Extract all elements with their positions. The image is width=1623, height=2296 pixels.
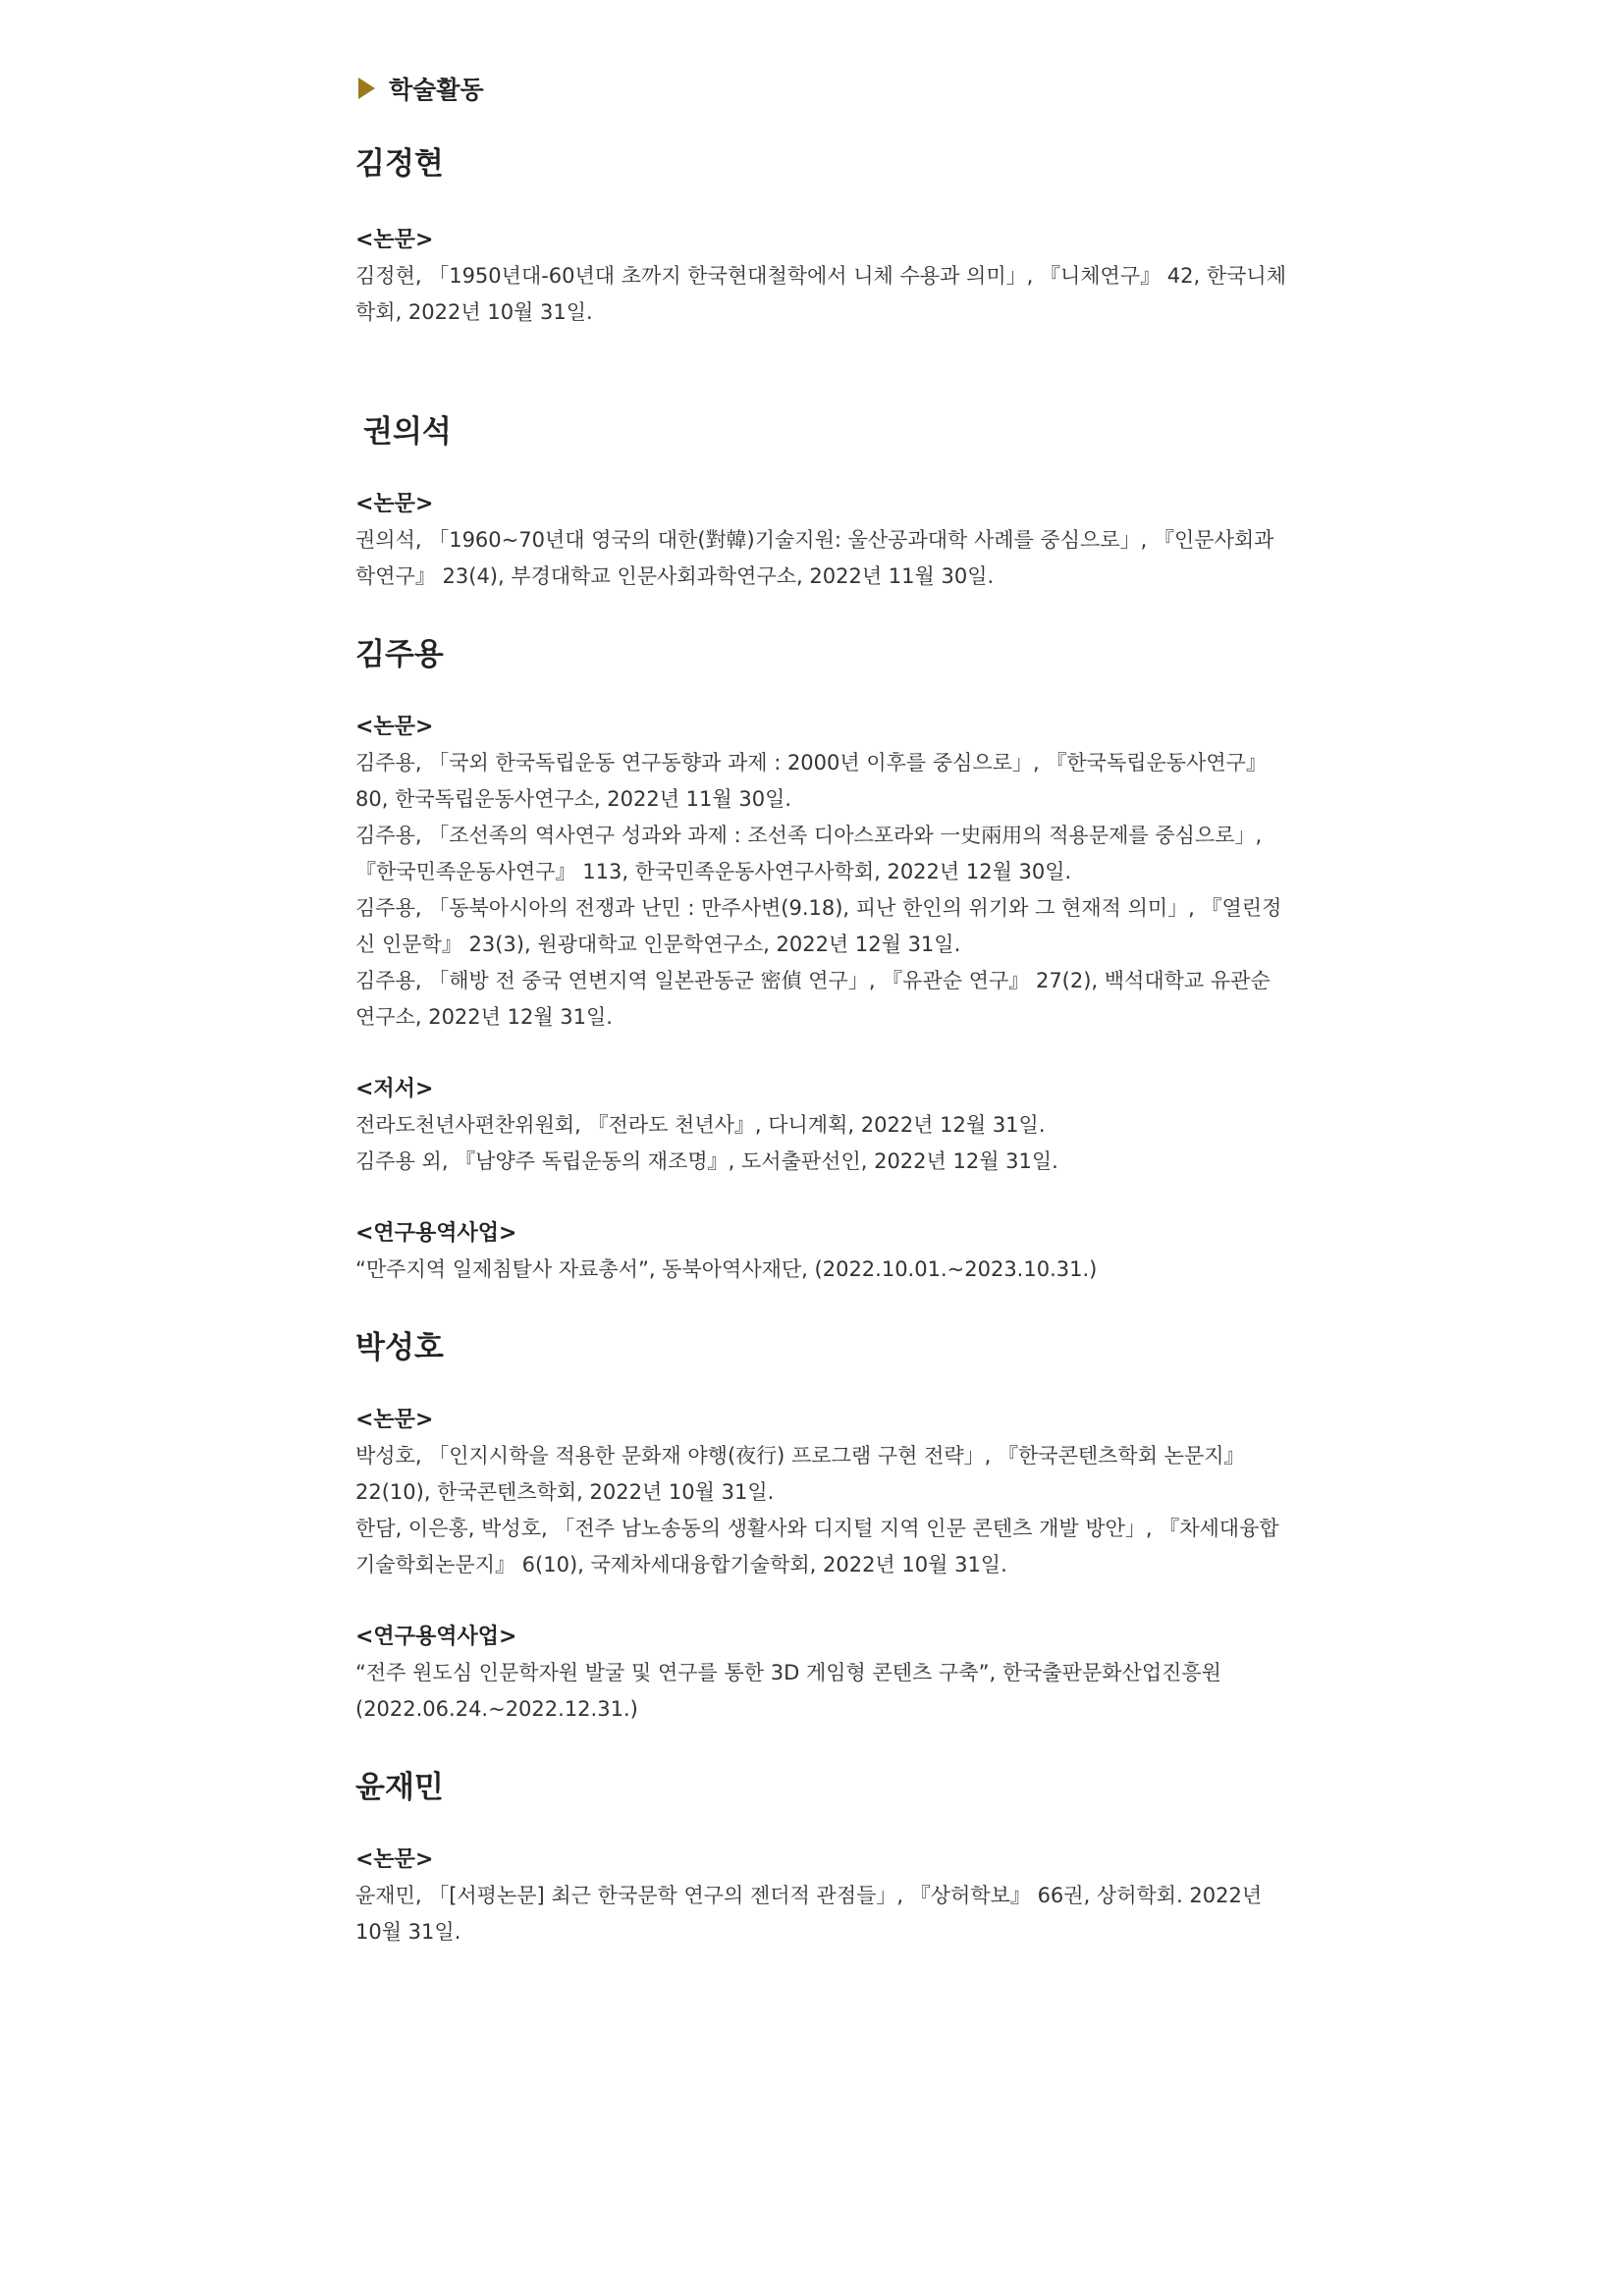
section-title: 학술활동 (389, 76, 484, 104)
group-label: <연구용역사업> (355, 1221, 517, 1246)
group-label: <저서> (355, 1077, 434, 1101)
person-block (355, 139, 1288, 331)
group-label: <논문> (355, 1408, 434, 1432)
person-name: 김정현 (355, 146, 444, 182)
person-name: 김주용 (355, 637, 444, 672)
person-name: 권의석 (363, 414, 452, 450)
group-label: <논문> (355, 715, 434, 739)
book-entry: 전라도천년사편찬위원회, 『전라도 천년사』, 다니계획, 2022년 12월 31일. (355, 1113, 1046, 1137)
person-block (355, 1323, 1288, 1728)
book-entry: 김주용 외, 『남양주 독립운동의 재조명』, 도서출판선인, 2022년 12월 31일. (355, 1149, 1058, 1173)
publication-group (355, 1402, 1288, 1583)
person-name: 윤재민 (355, 1770, 444, 1805)
publication-entry: 박성호, 「인지시학을 적용한 문화재 야행(夜行) 프로그램 구현 전략」, 『한국콘텐츠학회 논문지』 22(10), 한국콘텐츠학회, 2022년 10월 31일. (355, 1444, 1245, 1504)
publication-entry: 권의석, 「1960~70년대 영국의 대한(對韓)기술지원: 울산공과대학 사례를 중심으로」, 『인문사회과학연구』 23(4), 부경대학교 인문사회과학연구소, 2022년 11월 30일. (355, 528, 1274, 588)
publication-entry: 윤재민, 「[서평논문] 최근 한국문학 연구의 젠더적 관점들」, 『상허학보』 66권, 상허학회. 2022년 10월 31일. (355, 1884, 1263, 1944)
publication-group (355, 1842, 1288, 1950)
publication-entry: 김주용, 「조선족의 역사연구 성과와 과제 : 조선족 디아스포라와 一史兩用의 적용문제를 중심으로」, 『한국민족운동사연구』 113, 한국민족운동사연구사학회, 2022년 12월 30일. (355, 824, 1263, 883)
research-project-entry: “만주지역 일제침탈사 자료총서”, 동북아역사재단, (2022.10.01.~2023.10.31.) (355, 1257, 1098, 1281)
publication-entry: 김정현, 「1950년대-60년대 초까지 한국현대철학에서 니체 수용과 의미」, 『니체연구』 42, 한국니체학회, 2022년 10월 31일. (355, 264, 1287, 324)
person-block (355, 1763, 1288, 1950)
publication-group (355, 486, 1288, 595)
publication-entry: 김주용, 「동북아시아의 전쟁과 난민 : 만주사변(9.18), 피난 한인의 위기와 그 현재적 의미」, 『열린정신 인문학』 23(3), 원광대학교 인문학연구소, 2022년 12월 31일. (355, 896, 1282, 956)
person-block (355, 407, 1288, 595)
publication-entry: 김주용, 「국외 한국독립운동 연구동향과 과제 : 2000년 이후를 중심으로」, 『한국독립운동사연구』 80, 한국독립운동사연구소, 2022년 11월 30일. (355, 751, 1267, 811)
person-block (355, 630, 1288, 1288)
group-label: <논문> (355, 492, 434, 516)
person-name: 박성호 (355, 1330, 444, 1365)
research-project-group (355, 1619, 1288, 1728)
publication-group (355, 709, 1288, 1036)
book-group (355, 1071, 1288, 1180)
group-label: <논문> (355, 1847, 434, 1872)
group-label: <연구용역사업> (355, 1625, 517, 1649)
research-project-entry: “전주 원도심 인문학자원 발굴 및 연구를 통한 3D 게임형 콘텐츠 구축”, 한국출판문화산업진흥원 (2022.06.24.~2022.12.31.) (355, 1661, 1221, 1721)
section-header (358, 69, 484, 108)
publication-entry: 김주용, 「해방 전 중국 연변지역 일본관동군 密偵 연구」, 『유관순 연구』 27(2), 백석대학교 유관순연구소, 2022년 12월 31일. (355, 969, 1271, 1029)
publication-entry: 한담, 이은홍, 박성호, 「전주 남노송동의 생활사와 디지털 지역 인문 콘텐츠 개발 방안」, 『차세대융합기술학회논문지』 6(10), 국제차세대융합기술학회, 2022년 10월 31일. (355, 1517, 1279, 1576)
group-label: <논문> (355, 228, 434, 252)
research-project-group (355, 1215, 1288, 1288)
triangle-bullet-icon (358, 78, 375, 99)
activity-list (355, 139, 1288, 1986)
publication-group (355, 222, 1288, 331)
